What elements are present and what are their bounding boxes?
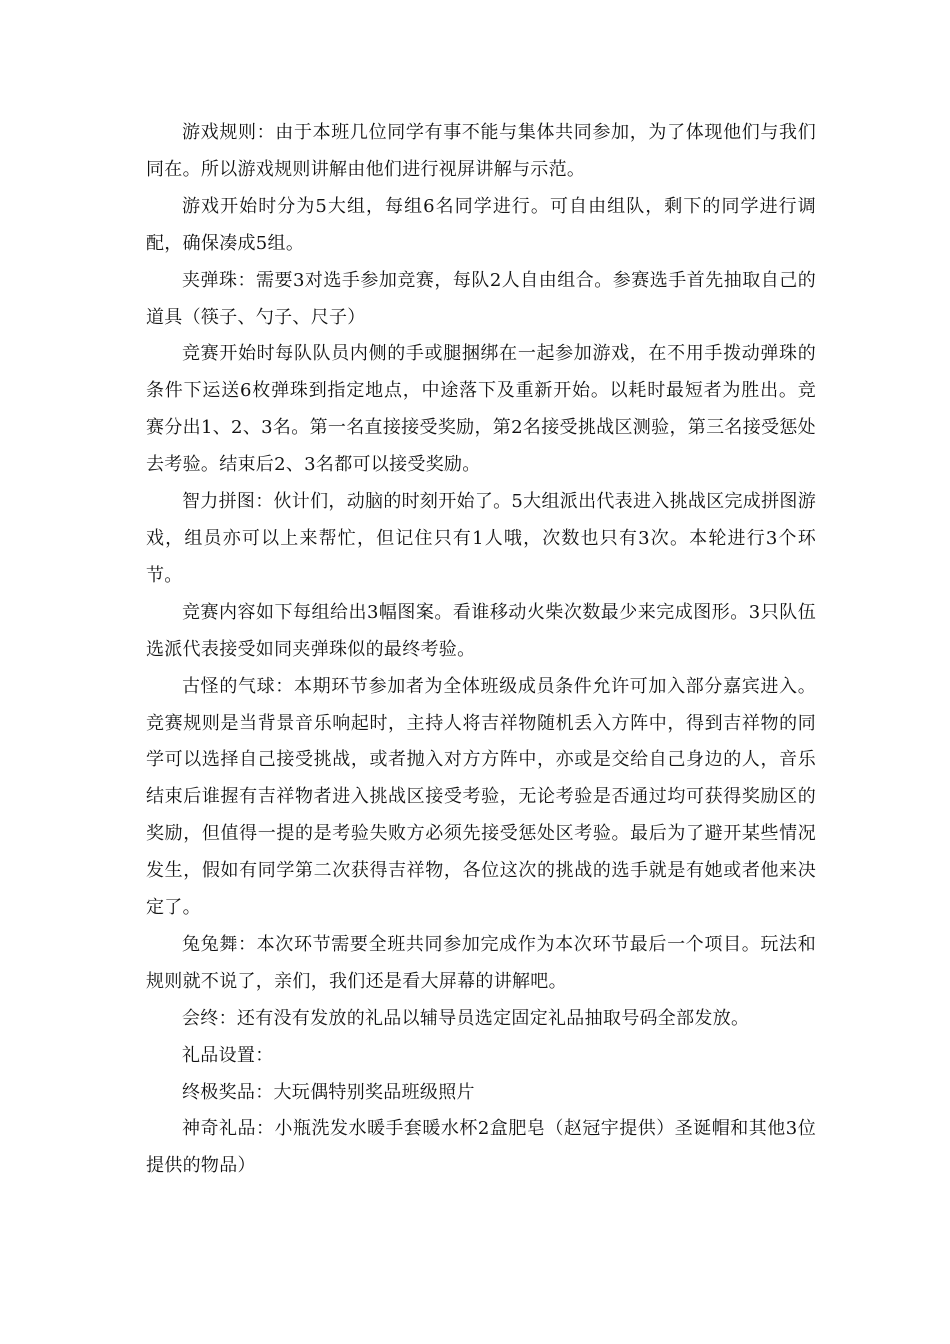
paragraph-game-rules: 游戏规则：由于本班几位同学有事不能与集体共同参加，为了体现他们与我们同在。所以游戏规则讲解由他们进行视屏讲解与示范。 [146,122,816,180]
paragraph-puzzle-content: 竞赛内容如下每组给出3幅图案。看谁移动火柴次数最少来完成图形。3只队伍选派代表接受如同夹弹珠似的最终考验。 [146,601,816,660]
paragraph-balloon: 古怪的气球：本期环节参加者为全体班级成员条件允许可加入部分嘉宾进入。竞赛规则是当背景音乐响起时，主持人将吉祥物随机丢入方阵中，得到吉祥物的同学可以选择自己接受挑战，或者抛入对方方阵中，亦或是交给自己身边的人，音乐结束后谁握有吉祥物者进入挑战区接受考验，无论考验是否通过均可获得奖励区的奖励，但值得一提的是考验失败方必须先接受惩处区考验。最后为了避开某些情况发生，假如有同学第二次获得吉祥物，各位这次的挑战的选手就是有她或者他来决定了。 [146,675,816,919]
paragraph-gift-setup: 礼品设置： [182,1044,274,1066]
paragraph-game-groups: 游戏开始时分为5大组，每组6名同学进行。可自由组队，剩下的同学进行调配，确保凑成5组。 [146,195,816,254]
paragraph-bunny-dance: 兔兔舞：本次环节需要全班共同参加完成作为本次环节最后一个项目。玩法和规则就不说了，亲们，我们还是看大屏幕的讲解吧。 [146,933,816,992]
paragraph-marble-pinch: 夹弹珠：需要3对选手参加竞赛，每队2人自由组合。参赛选手首先抽取自己的道具（筷子、勺子、尺子） [146,269,816,328]
paragraph-marble-rules: 竞赛开始时每队队员内侧的手或腿捆绑在一起参加游戏，在不用手拨动弹珠的条件下运送6枚弹珠到指定地点，中途落下及重新开始。以耗时最短者为胜出。竞赛分出1、2、3名。第一名直接接受奖励，第2名接受挑战区测验，第三名接受惩处去考验。结束后2、3名都可以接受奖励。 [146,343,816,476]
document-body [146,115,816,1185]
paragraph-ultimate-prize: 终极奖品：大玩偶特别奖品班级照片 [182,1081,475,1103]
paragraph-magic-gifts: 神奇礼品：小瓶洗发水暖手套暖水杯2盒肥皂（赵冠宇提供）圣诞帽和其他3位提供的物品） [146,1118,816,1177]
paragraph-puzzle: 智力拼图：伙计们，动脑的时刻开始了。5大组派出代表进入挑战区完成拼图游戏，组员亦可以上来帮忙，但记住只有1人哦，次数也只有3次。本轮进行3个环节。 [146,491,816,586]
paragraph-closing: 会终：还有没有发放的礼品以辅导员选定固定礼品抽取号码全部发放。 [182,1007,750,1029]
